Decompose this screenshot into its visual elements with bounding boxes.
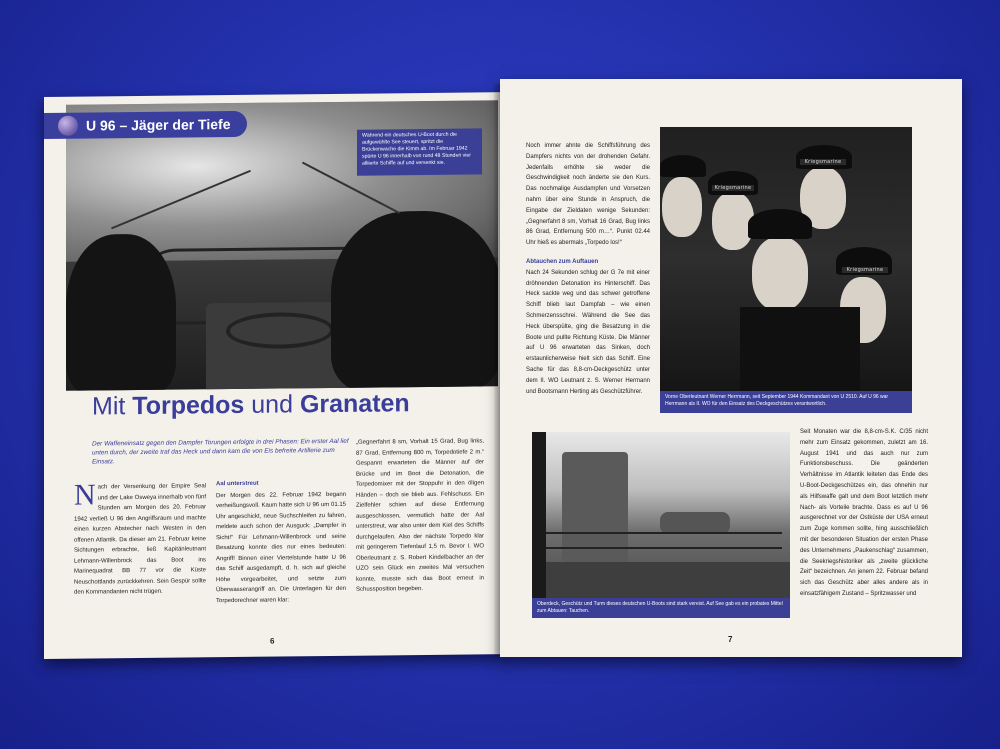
crew-photo-caption: Vorne Oberleutnant Werner Herrmann, seit September 1944 Kommandant von U 2510. Auf U 96 war Herrmann als II. WO für den Einsatz des Deckgeschützes verantwortlich. [660,391,912,413]
photo-caption: Während ein deutsches U-Boot durch die aufgewühlte See steuert, spritzt die Brückenwache die Kimm ab. Im Februar 1942 spürte U 96 innerhalb von rund 48 Stunden vier alliierte Schiffe auf und versenkt sie. [357,128,482,175]
section-tag: U 96 – Jäger der Tiefe [44,111,247,139]
intro-text: Der Waffeneinsatz gegen den Dampfer Torungen erfolgte in drei Phasen: Ein erster Aal lief unten durch, der zweite traf das Heck und dann kam die von Eis befreite Artillerie zum Einsatz. [92,437,349,466]
column-2: Aal unterstreut Der Morgen des 22. Februar 1942 begann verheißungsvoll. Kaum hatte sich U 96 um 01.15 Uhr angeschickt, neue Suchschleifen zu fahren, meldete auch schon der Ausguck: „Dampfer in Sicht!“ Für Lehmann-Willenbrock und seine Besatzung konnte dies nur eines bedeuten: Angriff! Binnen einer Viertelstunde hatte U 96 das Schiff ausgedampft, d. h. sich auf gleiche Höhe vorgearbeitet, und setzte zum Überwasserangriff an. Die Unterlagen für den Torpedorechner waren klar: [216,478,346,606]
column-top: Noch immer ahnte die Schiffsführung des Dampfers nichts von der drohenden Gefahr. Jedenfalls erhöhte sie weder die Geschwindigkeit noch änderte sie den Kurs. Das nochmalige Ausdampfen und Vorsetzen nahm über eine Stunde in Anspruch, die Eingabe der Zieldaten wenige Sekunden: „Gegnerfahrt 8 sm, Vorhalt 16 Grad, Bug links 86 Grad, Entfernung 500 m…“. Punkt 02.44 Uhr hieß es abermals „Torpedo los!“ Abtauchen zum Auftauen Nach 24 Sekunden schlug der G 7e mit einer dröhnenden Detonation ins Hinterschiff. Das Heck sackte weg und das schwer getroffene Schiff blieb laut Dampfab – wie einen Schmerzensschrei. Während die See das Heck überspülte, ging die Besatzung in die Boote und pullte Richtung Küste. Die Männer auf U 96 erwarteten das Sinken, doch erstaunlicherweise hielt sich das Schiff. Eine Sache für das 8,8-cm-Deckgeschütz unter dem II. WO Leutnant z. S. Werner Hermann und Bootsmann Herting als Geschützführer. [526,143,650,395]
column-3: „Gegnerfahrt 8 sm, Vorhalt 15 Grad, Bug links, 87 Grad, Entfernung 800 m, Torpedotiefe 2 m.“ Gespannt erwarteten die Männer auf der Brücke und im Boot die Detonation, die Torpedomixer mit der Stoppuhr in den öligen Händen – doch sie blieb aus. Fehlschuss. Ein Zielfehler schien auf diese Entfernung ausgeschlossen, vermutlich hatte der Aal unterstreut, war also unter dem Kiel des Schiffs durchgelaufen. Also der nächste Torpedo klar mit geringerem Tiefenlauf 1,5 m. Bevor I. WO Oberleutnant z. S. Robert Kindelbacher an der UZO sein Glück ein zweites Mal versuchen konnte, musste sich das Boot erneut in Schussposition begeben. [356,438,484,593]
column-bottom: Seit Monaten war die 8,8-cm-S.K. C/35 nicht mehr zum Einsatz gekommen, zuletzt am 16. August 1941 und das auch nur zum Funktionsbeschuss. Die geänderten Verhältnisse im Atlantik leiteten das Ende des U-Boot-Deckgeschützes ein, das ohnehin nur als Hilfswaffe galt und dem Boot letztlich mehr Nach- als Vorteile brachte. Dass es auf U 96 ausgerechnet vor der Ostküste der USA erneut zum Zuge kommen sollte, hing ausschließlich mit der besonderen Situation der ersten Phase des Unternehmens „Paukenschlag“ zusammen, die Seekriegshistoriker als „zweite glückliche Zeit“ bezeichnen. An jenem 22. Februar befand sich das Geschütz aber alles andere als in einsatzfähigem Zustand – Spritzwasser und [800,429,928,597]
subheading: Aal unterstreut [216,480,259,488]
subheading: Abtauchen zum Auftauen [526,258,599,265]
article-title: Mit Torpedos und Granaten [92,389,410,421]
page-number: 6 [270,636,275,646]
iced-uboat-photo [532,432,790,598]
right-page [500,79,962,657]
crew-portrait-photo: Kriegsmarine Kriegsmarine Kriegsmarine [660,127,912,391]
uboat-photo-caption: Oberdeck, Geschütz und Turm dieses deutschen U-Boots sind stark vereist. Auf See gab es ein probates Mittel zum Abtauen: Tauchen. [532,598,790,618]
drop-cap: N [74,478,96,512]
column-1: Nach der Versenkung der Empire Seal und der Lake Osweya innerhalb von fünf Stunden am Morgen des 20. Februar 1942 verließ U 96 den Angriffsraum und machte einen kurzen Abstecher nach Westen in den offenen Atlantik. Da dieser am 21. Februar keine Sichtungen erbrachte, ließ Kapitänleutnant Lehmann-Willenbrock das Boot ins Marinequadrat BB 77 vor die Küste Neuschottlands zurückkehren. Sein Gespür sollte den Kommandanten nicht trügen. [74,478,206,596]
globe-icon [58,116,78,136]
left-page [44,92,504,659]
page-number: 7 [728,635,733,644]
